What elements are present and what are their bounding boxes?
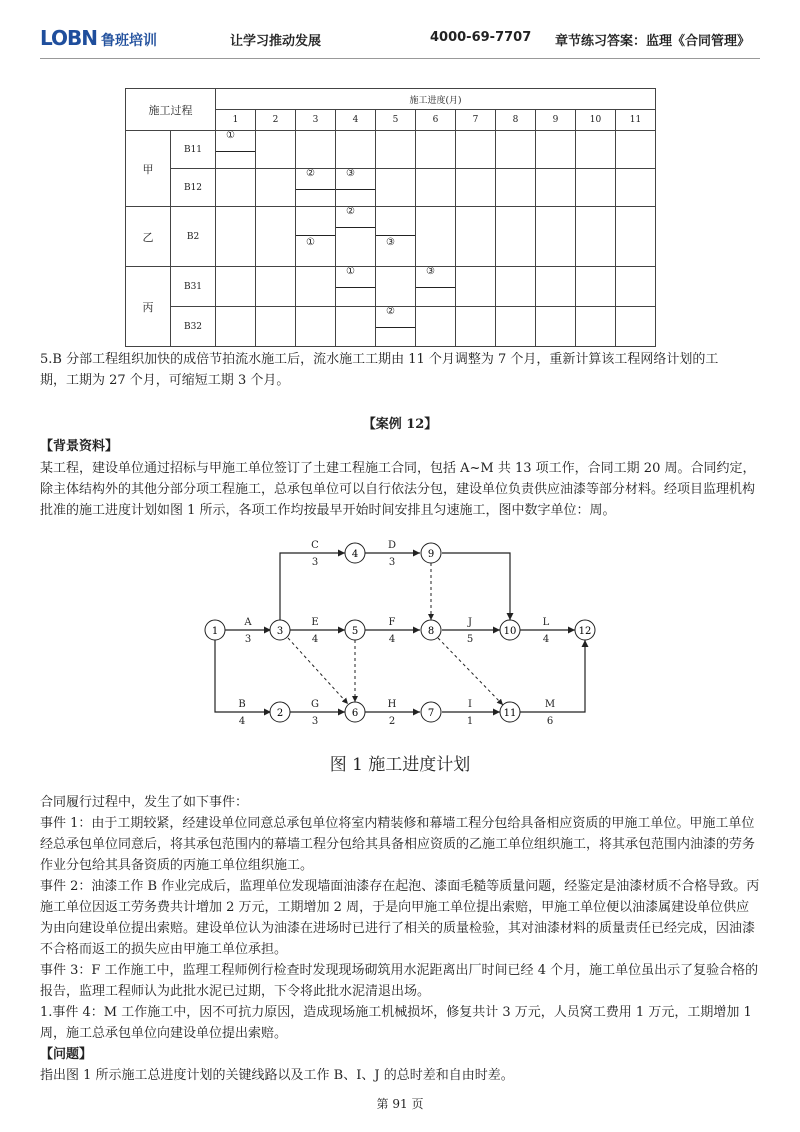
dur-E: 4 <box>311 634 319 645</box>
progress-bar <box>416 287 455 288</box>
node-10 <box>500 620 520 640</box>
process-label: B2 <box>171 207 216 267</box>
mark: ① <box>346 266 355 277</box>
process-label: B12 <box>171 169 216 207</box>
mark: ③ <box>346 168 355 179</box>
month-cell: 10 <box>576 110 616 131</box>
month-cell: 2 <box>256 110 296 131</box>
month-cell: 11 <box>616 110 656 131</box>
schedule-cell <box>296 169 336 207</box>
svg-text:2: 2 <box>276 708 284 719</box>
dur-L: 4 <box>542 634 550 645</box>
node-3 <box>270 620 290 640</box>
dur-M: 6 <box>546 716 554 727</box>
label-F: F <box>388 617 396 628</box>
node-7 <box>421 702 441 722</box>
node-8 <box>421 620 441 640</box>
svg-text:9: 9 <box>427 549 435 560</box>
mark: ① <box>306 237 315 248</box>
label-I: I <box>468 699 472 710</box>
label-G: G <box>311 699 319 710</box>
event-1: 事件 1：由于工期较紧，经建设单位同意总承包单位将室内精装修和幕墙工程分包给具备相应资质的甲施工单位。甲施工单位经总承包单位同意后，将其承包范围内的幕墙工程分包给其具备相应资质的乙施工单位组织施工，将其承包范围内油漆的劳务作业分包给其具备资质的丙施工单位组织施工。 <box>40 816 756 873</box>
svg-text:4: 4 <box>351 549 359 560</box>
svg-text:8: 8 <box>427 626 435 637</box>
process-label: B32 <box>171 307 216 347</box>
process-label: B11 <box>171 131 216 169</box>
progress-bar <box>336 287 375 288</box>
group-label: 乙 <box>126 207 171 267</box>
page-header <box>0 26 800 56</box>
group-label: 甲 <box>126 131 171 207</box>
question-text: 指出图 1 所示施工总进度计划的关键线路以及工作 B、I、J 的总时差和自由时差。 <box>40 1068 514 1083</box>
mark: ③ <box>386 237 395 248</box>
dur-B: 4 <box>238 716 246 727</box>
event-2: 事件 2：油漆工作 B 作业完成后，监理单位发现墙面油漆存在起泡、漆面毛糙等质量问题，经鉴定是油漆材质不合格导致。丙施工单位因返工劳务费共计增加 2 万元，工期增加 2 周，于是向甲施工单位提出索赔，甲施工单位便以油漆属建设单位供应为由向建设单位提出索赔。建设单位认为油漆在进场时已进行了相关的质量检验，其对油漆材料的质量责任已经完成，因油漆不合格而返工的损失应由甲施工单位承担。 <box>40 879 760 957</box>
progress-bar <box>336 189 375 190</box>
logo-latin: LOBN <box>40 26 98 50</box>
mark: ② <box>306 168 315 179</box>
label-C: C <box>311 540 319 551</box>
svg-text:1: 1 <box>211 626 219 637</box>
svg-text:6: 6 <box>351 708 359 719</box>
schedule-cell <box>336 267 376 307</box>
svg-text:10: 10 <box>503 626 517 637</box>
mark: ② <box>386 306 395 317</box>
answer-5 <box>40 349 760 391</box>
progress-bar <box>376 327 415 328</box>
schedule-cell <box>296 207 336 267</box>
dummy-8-11 <box>438 638 503 705</box>
node-11 <box>500 702 520 722</box>
progress-bar <box>376 235 415 236</box>
brand-logo <box>40 26 157 50</box>
schedule-cell <box>216 131 256 169</box>
progress-bar <box>336 227 375 228</box>
event-3: 事件 3：F 工作施工中，监理工程师例行检查时发现现场砌筑用水泥距离出厂时间已经 4 个月，施工单位虽出示了复验合格的报告，监理工程师认为此批水泥已过期，下令将此批水泥清退出场。 <box>40 963 759 999</box>
label-D: D <box>387 540 397 551</box>
header-section: 章节练习答案：监理《合同管理》 <box>555 34 751 49</box>
month-cell: 5 <box>376 110 416 131</box>
dur-I: 1 <box>466 716 474 727</box>
schedule-cell <box>376 307 416 347</box>
label-H: H <box>387 699 397 710</box>
dur-J: 5 <box>466 634 474 645</box>
schedule-cell <box>416 267 456 307</box>
month-cell: 6 <box>416 110 456 131</box>
month-cell: 4 <box>336 110 376 131</box>
logo-cn: 鲁班培训 <box>101 33 158 49</box>
progress-bar <box>216 151 255 152</box>
node-4 <box>345 543 365 563</box>
table-header-progress: 施工进度(月) <box>216 89 656 110</box>
event-4: 1.事件 4：M 工作施工中，因不可抗力原因，造成现场施工机械损坏，修复共计 3 万元，人员窝工费用 1 万元，工期增加 1 周，施工总承包单位向建设单位提出索赔。 <box>40 1005 752 1041</box>
background-title: 【背景资料】 <box>40 439 119 454</box>
process-label: B31 <box>171 267 216 307</box>
flow-schedule-table <box>125 88 656 347</box>
label-J: J <box>467 617 473 628</box>
month-cell: 1 <box>216 110 256 131</box>
case-title: 【案例 12】 <box>362 417 438 432</box>
node-12 <box>575 620 595 640</box>
label-A: A <box>244 617 252 628</box>
background-text: 某工程，建设单位通过招标与甲施工单位签订了土建工程施工合同，包括 A~M 共 13 项工作，合同工期 20 周。合同约定，除主体结构外的其他分部分项工程施工，总承包单位可以自行依法分包，建设单位负责供应油漆等部分材料。经项目监理机构批准的施工进度计划如图 1 所示，各项工作均按最早开始时间安排且匀速施工，图中数字单位：周。 <box>40 461 756 518</box>
svg-text:3: 3 <box>276 626 284 637</box>
group-label: 丙 <box>126 267 171 347</box>
node-2 <box>270 702 290 722</box>
dur-C: 3 <box>311 557 319 568</box>
header-phone: 4000-69-7707 <box>430 30 532 45</box>
page-number: 第 91 页 <box>376 1097 424 1111</box>
question-title: 【问题】 <box>40 1047 93 1062</box>
answer-5-line-1: 5.B 分部工程组织加快的成倍节拍流水施工后，流水施工工期由 11 个月调整为 7 个月，重新计算该工程网络计划的工 <box>40 352 719 367</box>
label-B: B <box>238 699 246 710</box>
table-header-process: 施工过程 <box>126 89 216 131</box>
month-cell: 7 <box>456 110 496 131</box>
dummy-3-6 <box>288 638 348 704</box>
progress-bar <box>296 235 335 236</box>
schedule-cell <box>336 207 376 267</box>
figure-caption: 图 1 施工进度计划 <box>329 755 471 775</box>
mark: ① <box>226 130 235 141</box>
arrow-K <box>442 553 510 620</box>
progress-bar <box>296 189 335 190</box>
svg-text:5: 5 <box>351 626 359 637</box>
answer-5-line-2: 期，工期为 27 个月，可缩短工期 3 个月。 <box>40 373 290 388</box>
month-cell: 3 <box>296 110 336 131</box>
header-divider <box>40 58 760 59</box>
mark: ② <box>346 206 355 217</box>
label-L: L <box>542 617 550 628</box>
mark: ③ <box>426 266 435 277</box>
node-5 <box>345 620 365 640</box>
dur-G: 3 <box>311 716 319 727</box>
label-M: M <box>544 699 556 710</box>
header-slogan: 让学习推动发展 <box>230 34 322 49</box>
svg-text:11: 11 <box>503 708 517 719</box>
schedule-cell <box>376 207 416 267</box>
node-1 <box>205 620 225 640</box>
svg-text:7: 7 <box>427 708 435 719</box>
events-intro: 合同履行过程中，发生了如下事件： <box>40 795 249 810</box>
label-E: E <box>311 617 319 628</box>
month-cell: 9 <box>536 110 576 131</box>
month-cell: 8 <box>496 110 536 131</box>
svg-text:12: 12 <box>578 626 592 637</box>
schedule-cell <box>336 169 376 207</box>
node-6 <box>345 702 365 722</box>
dur-F: 4 <box>388 634 396 645</box>
dur-D: 3 <box>388 557 396 568</box>
network-diagram <box>180 528 620 728</box>
node-9 <box>421 543 441 563</box>
dur-A: 3 <box>244 634 252 645</box>
dur-H: 2 <box>388 716 396 727</box>
